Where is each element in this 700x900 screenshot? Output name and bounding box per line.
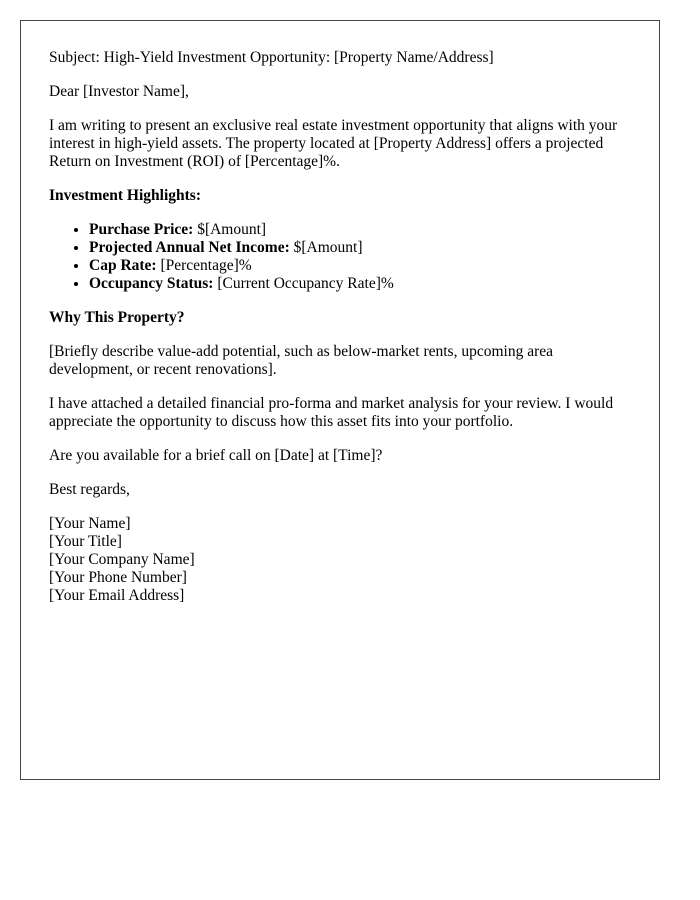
signature-title: [Your Title] — [49, 533, 122, 550]
why-heading: Why This Property? — [49, 309, 185, 326]
signature-name: [Your Name] — [49, 515, 131, 532]
signature-company: [Your Company Name] — [49, 551, 195, 568]
highlights-heading: Investment Highlights: — [49, 187, 201, 204]
highlight-item-occupancy — [89, 275, 631, 293]
highlight-value: $[Amount] — [193, 221, 267, 238]
highlight-item-purchase-price — [89, 221, 631, 239]
highlight-item-net-income — [89, 239, 631, 257]
signature-email: [Your Email Address] — [49, 587, 185, 604]
letter-container — [20, 20, 660, 780]
call-request-paragraph: Are you available for a brief call on [Date] at [Time]? — [49, 447, 383, 464]
highlight-label: Purchase Price: — [89, 221, 194, 238]
highlight-value: [Current Occupancy Rate]% — [213, 275, 394, 292]
highlight-label: Cap Rate: — [89, 257, 157, 274]
attachment-paragraph: I have attached a detailed financial pro-forma and market analysis for your review. I would appreciate the opportunity to discuss how this asset fits into your portfolio. — [49, 395, 614, 430]
highlight-value: $[Amount] — [289, 239, 363, 256]
intro-paragraph: I am writing to present an exclusive real estate investment opportunity that aligns with your interest in high-yield assets. The property located at [Property Address] offers a projected Return on Investment (ROI) of [Percentage]%. — [49, 117, 618, 170]
highlight-item-cap-rate — [89, 257, 631, 275]
why-paragraph: [Briefly describe value-add potential, such as below-market rents, upcoming area development, or recent renovations]. — [49, 343, 553, 378]
salutation: Dear [Investor Name], — [49, 83, 189, 100]
subject-line: Subject: High-Yield Investment Opportunity: [Property Name/Address] — [49, 49, 494, 66]
signature-block — [49, 515, 631, 605]
highlight-label: Occupancy Status: — [89, 275, 214, 292]
highlight-value: [Percentage]% — [156, 257, 252, 274]
signature-phone: [Your Phone Number] — [49, 569, 187, 586]
highlight-label: Projected Annual Net Income: — [89, 239, 290, 256]
highlights-list — [49, 221, 631, 293]
closing-line: Best regards, — [49, 481, 130, 498]
